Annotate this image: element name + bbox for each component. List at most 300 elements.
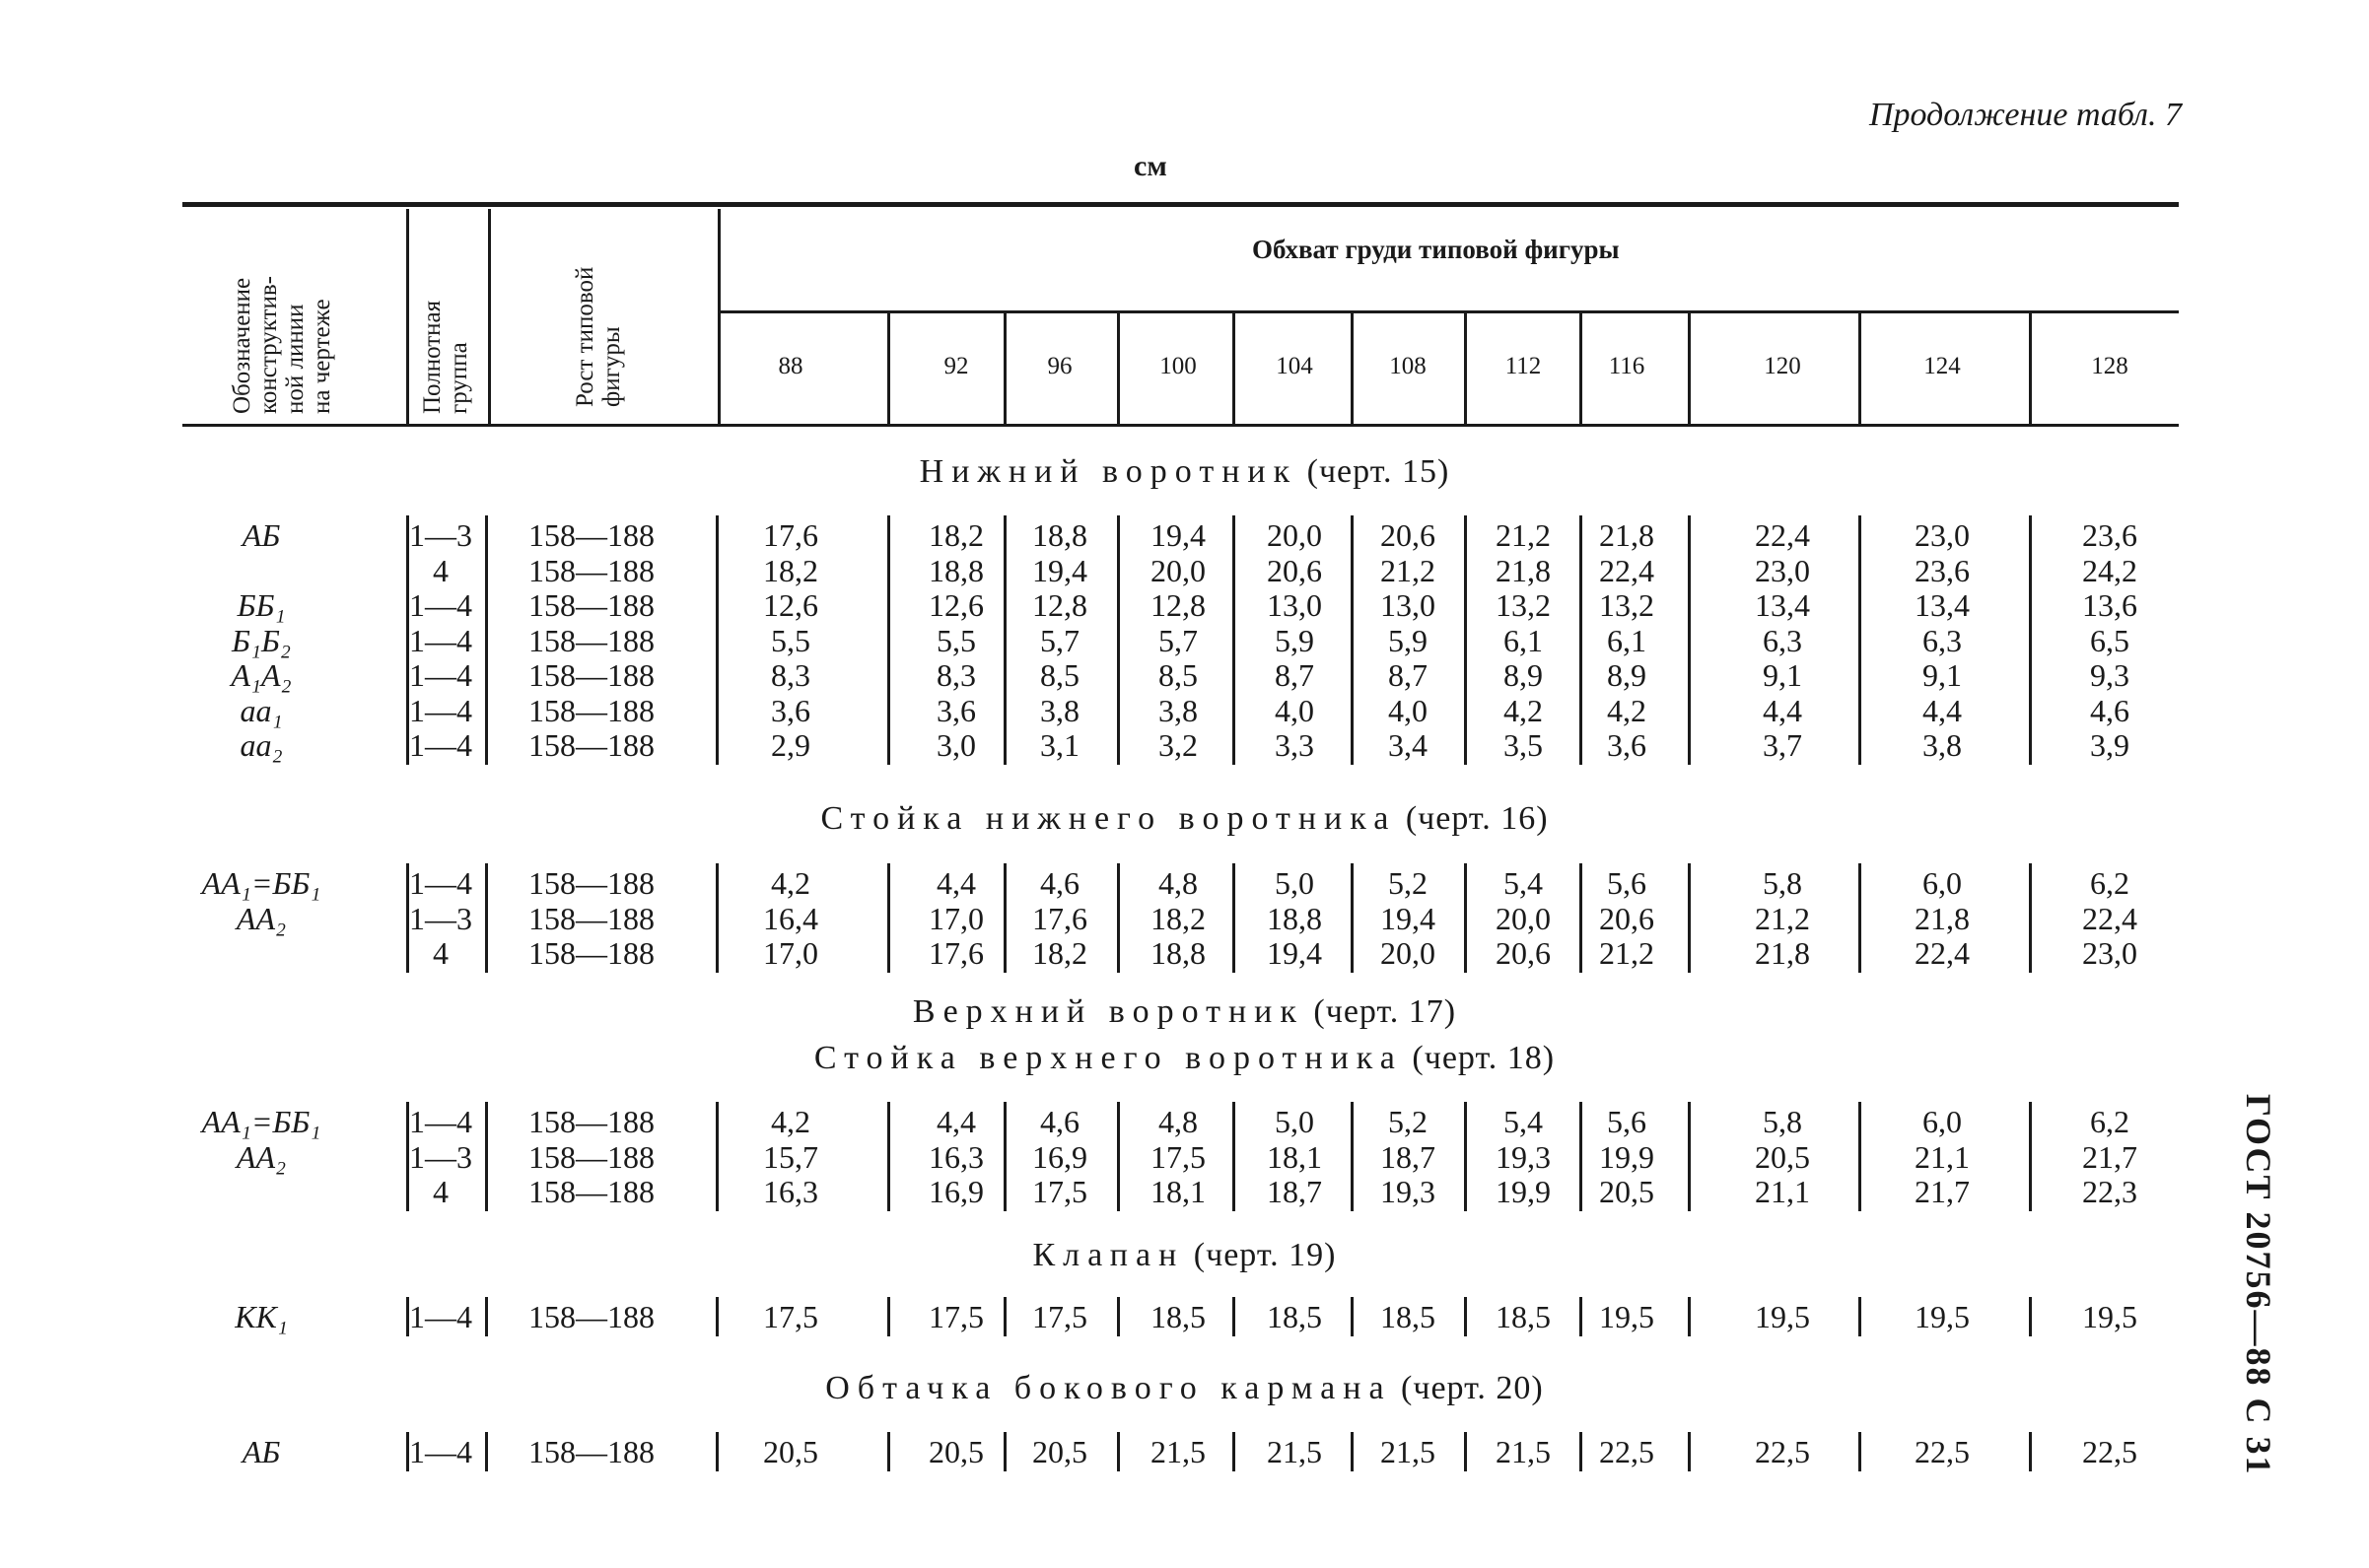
row-divider bbox=[1117, 1102, 1120, 1211]
row-label: КК₁ bbox=[235, 1299, 288, 1334]
row-value: 19,4 bbox=[1267, 935, 1322, 971]
row-value: 8,3 bbox=[937, 657, 976, 693]
continuation-label: Продолжение табл. 7 bbox=[1868, 97, 2182, 133]
row-divider bbox=[2029, 1297, 2032, 1336]
row-label: АА₁=ББ₁ bbox=[201, 865, 321, 901]
row-value: 21,8 bbox=[1755, 935, 1810, 971]
row-value: 5,2 bbox=[1388, 865, 1428, 901]
row-value: 21,5 bbox=[1496, 1434, 1551, 1469]
row-value: 19,4 bbox=[1150, 517, 1206, 553]
girth-column-header: 92 bbox=[943, 353, 969, 379]
section-title bbox=[0, 1370, 2369, 1407]
row-value: 18,2 bbox=[1150, 900, 1206, 936]
row-value: 8,3 bbox=[771, 657, 810, 693]
row-value: 3,8 bbox=[1922, 727, 1962, 763]
row-value: 19,5 bbox=[2082, 1299, 2137, 1334]
girth-column-header: 100 bbox=[1159, 353, 1197, 379]
row-value: 5,8 bbox=[1763, 865, 1802, 901]
girth-header-divider bbox=[1464, 313, 1467, 424]
row-divider bbox=[1232, 1432, 1235, 1471]
row-divider bbox=[485, 1432, 488, 1471]
row-value: 6,2 bbox=[2090, 865, 2129, 901]
row-value: 3,5 bbox=[1503, 727, 1543, 763]
row-value: 4,4 bbox=[1763, 692, 1802, 728]
row-value: 9,1 bbox=[1922, 657, 1962, 693]
section-title-ref: (черт. 20) bbox=[1401, 1370, 1544, 1406]
table-row bbox=[0, 587, 2369, 623]
row-value: 21,1 bbox=[1915, 1138, 1970, 1175]
row-divider bbox=[406, 1102, 409, 1211]
header-divider bbox=[406, 209, 409, 424]
row-value: 18,8 bbox=[1032, 517, 1087, 553]
row-label: аа₂ bbox=[240, 727, 283, 763]
row-value: 21,8 bbox=[1496, 552, 1551, 588]
row-value: 4,6 bbox=[1040, 865, 1080, 901]
row-value: 9,3 bbox=[2090, 657, 2129, 693]
row-value: 3,1 bbox=[1040, 727, 1080, 763]
row-value: 5,9 bbox=[1388, 622, 1428, 658]
row-value: 5,5 bbox=[771, 622, 810, 658]
row-value: 3,3 bbox=[1275, 727, 1314, 763]
row-divider bbox=[1004, 1297, 1007, 1336]
row-value: 22,5 bbox=[1599, 1434, 1654, 1469]
header-divider bbox=[718, 209, 721, 424]
row-height: 158—188 bbox=[528, 622, 655, 658]
section-title-name: Стойка нижнего воротника bbox=[820, 800, 1397, 837]
row-divider bbox=[2029, 515, 2032, 765]
row-divider bbox=[406, 1432, 409, 1471]
row-value: 18,1 bbox=[1150, 1174, 1206, 1209]
row-divider bbox=[887, 863, 890, 973]
row-value: 5,0 bbox=[1275, 865, 1314, 901]
row-divider bbox=[1004, 863, 1007, 973]
header-bottom-rule bbox=[182, 424, 2179, 427]
section-title-ref: (черт. 17) bbox=[1313, 993, 1457, 1030]
row-value: 23,6 bbox=[2082, 517, 2137, 553]
row-value: 12,6 bbox=[929, 587, 984, 623]
header-sub-rule bbox=[718, 310, 2179, 313]
row-value: 3,4 bbox=[1388, 727, 1428, 763]
section-title bbox=[0, 1237, 2369, 1274]
row-value: 18,8 bbox=[1150, 935, 1206, 971]
row-label: А₁А₂ bbox=[231, 657, 292, 693]
row-value: 4,8 bbox=[1158, 1104, 1198, 1139]
row-value: 4,8 bbox=[1158, 865, 1198, 901]
row-group: 1—4 bbox=[409, 657, 472, 693]
row-divider bbox=[716, 1432, 719, 1471]
row-divider bbox=[1464, 863, 1467, 973]
row-divider bbox=[1858, 1432, 1861, 1471]
row-value: 13,4 bbox=[1915, 587, 1970, 623]
row-value: 18,8 bbox=[929, 552, 984, 588]
row-divider bbox=[1117, 1297, 1120, 1336]
row-divider bbox=[1579, 1432, 1582, 1471]
row-value: 18,7 bbox=[1380, 1138, 1435, 1175]
row-value: 22,5 bbox=[1915, 1434, 1970, 1469]
section-title bbox=[0, 993, 2369, 1031]
girth-column-header: 112 bbox=[1504, 353, 1542, 379]
row-value: 20,5 bbox=[1599, 1174, 1654, 1209]
row-value: 23,0 bbox=[2082, 935, 2137, 971]
row-height: 158—188 bbox=[528, 517, 655, 553]
row-value: 19,9 bbox=[1599, 1138, 1654, 1175]
table-row bbox=[0, 517, 2369, 553]
row-height: 158—188 bbox=[528, 865, 655, 901]
row-divider bbox=[1579, 1102, 1582, 1211]
row-value: 15,7 bbox=[763, 1138, 818, 1175]
row-value: 22,4 bbox=[2082, 900, 2137, 936]
row-divider bbox=[2029, 1432, 2032, 1471]
table-row bbox=[0, 1299, 2369, 1334]
row-value: 13,0 bbox=[1267, 587, 1322, 623]
row-value: 18,2 bbox=[929, 517, 984, 553]
row-value: 21,7 bbox=[2082, 1138, 2137, 1175]
row-value: 4,2 bbox=[771, 1104, 810, 1139]
row-value: 20,6 bbox=[1267, 552, 1322, 588]
section-subtitle-ref: (черт. 18) bbox=[1412, 1040, 1556, 1076]
row-value: 18,5 bbox=[1380, 1299, 1435, 1334]
row-group: 1—4 bbox=[409, 865, 472, 901]
row-value: 3,8 bbox=[1158, 692, 1198, 728]
row-value: 18,2 bbox=[1032, 935, 1087, 971]
table-row bbox=[0, 1139, 2369, 1175]
row-value: 6,0 bbox=[1922, 865, 1962, 901]
row-value: 8,7 bbox=[1275, 657, 1314, 693]
row-divider bbox=[1579, 515, 1582, 765]
row-group: 1—4 bbox=[409, 1104, 472, 1139]
row-value: 13,0 bbox=[1380, 587, 1435, 623]
girth-header-divider bbox=[1688, 313, 1691, 424]
row-divider bbox=[2029, 1102, 2032, 1211]
section-subtitle-name: Стойка верхнего воротника bbox=[813, 1040, 1403, 1076]
row-group: 1—4 bbox=[409, 1434, 472, 1469]
row-value: 18,5 bbox=[1150, 1299, 1206, 1334]
row-label: Б₁Б₂ bbox=[232, 622, 291, 658]
row-value: 18,1 bbox=[1267, 1138, 1322, 1175]
table-row bbox=[0, 865, 2369, 901]
row-divider bbox=[716, 863, 719, 973]
row-divider bbox=[1464, 515, 1467, 765]
row-value: 21,5 bbox=[1150, 1434, 1206, 1469]
row-value: 21,8 bbox=[1915, 900, 1970, 936]
section-title bbox=[0, 800, 2369, 838]
row-divider bbox=[1004, 515, 1007, 765]
row-label: АБ bbox=[242, 1434, 281, 1469]
row-divider bbox=[1351, 515, 1354, 765]
row-value: 5,6 bbox=[1607, 1104, 1646, 1139]
table-row bbox=[0, 901, 2369, 936]
girth-header-divider bbox=[1004, 313, 1007, 424]
row-value: 20,5 bbox=[929, 1434, 984, 1469]
row-value: 13,4 bbox=[1755, 587, 1810, 623]
table-row bbox=[0, 693, 2369, 728]
row-value: 20,0 bbox=[1267, 517, 1322, 553]
row-value: 4,2 bbox=[1607, 692, 1646, 728]
row-divider bbox=[716, 1102, 719, 1211]
girth-header-divider bbox=[1351, 313, 1354, 424]
row-value: 21,8 bbox=[1599, 517, 1654, 553]
row-value: 6,0 bbox=[1922, 1104, 1962, 1139]
row-value: 19,5 bbox=[1915, 1299, 1970, 1334]
row-value: 23,6 bbox=[1915, 552, 1970, 588]
row-value: 5,6 bbox=[1607, 865, 1646, 901]
table-row bbox=[0, 623, 2369, 658]
row-value: 4,6 bbox=[2090, 692, 2129, 728]
row-value: 4,2 bbox=[1503, 692, 1543, 728]
row-value: 19,5 bbox=[1599, 1299, 1654, 1334]
row-value: 18,5 bbox=[1267, 1299, 1322, 1334]
row-divider bbox=[1004, 1432, 1007, 1471]
row-value: 20,0 bbox=[1380, 935, 1435, 971]
row-divider bbox=[1351, 1432, 1354, 1471]
row-divider bbox=[1117, 863, 1120, 973]
row-value: 22,5 bbox=[1755, 1434, 1810, 1469]
row-value: 17,6 bbox=[929, 935, 984, 971]
row-group: 1—4 bbox=[409, 1299, 472, 1334]
row-value: 4,0 bbox=[1275, 692, 1314, 728]
girth-column-header: 108 bbox=[1389, 353, 1427, 379]
row-value: 9,1 bbox=[1763, 657, 1802, 693]
row-value: 21,2 bbox=[1380, 552, 1435, 588]
row-divider bbox=[1464, 1102, 1467, 1211]
row-group: 1—3 bbox=[409, 900, 472, 936]
row-divider bbox=[887, 1432, 890, 1471]
row-group: 1—4 bbox=[409, 727, 472, 763]
row-divider bbox=[406, 515, 409, 765]
row-value: 24,2 bbox=[2082, 552, 2137, 588]
row-divider bbox=[406, 863, 409, 973]
girth-header-divider bbox=[1579, 313, 1582, 424]
row-label: аа₁ bbox=[240, 692, 283, 728]
row-value: 3,8 bbox=[1040, 692, 1080, 728]
girth-header-divider bbox=[1117, 313, 1120, 424]
row-label: АА₁=ББ₁ bbox=[201, 1104, 321, 1139]
row-height: 158—188 bbox=[528, 935, 655, 971]
row-group: 1—4 bbox=[409, 692, 472, 728]
table-row bbox=[0, 1174, 2369, 1209]
row-value: 19,3 bbox=[1380, 1174, 1435, 1209]
girth-header-divider bbox=[1858, 313, 1861, 424]
row-value: 3,6 bbox=[1607, 727, 1646, 763]
row-value: 5,4 bbox=[1503, 865, 1543, 901]
row-value: 20,5 bbox=[1755, 1138, 1810, 1175]
section-title-ref: (черт. 15) bbox=[1306, 453, 1450, 490]
row-value: 17,6 bbox=[1032, 900, 1087, 936]
row-value: 16,9 bbox=[1032, 1138, 1087, 1175]
row-divider bbox=[1858, 1102, 1861, 1211]
row-value: 5,2 bbox=[1388, 1104, 1428, 1139]
row-value: 8,5 bbox=[1158, 657, 1198, 693]
row-value: 19,4 bbox=[1380, 900, 1435, 936]
row-value: 6,1 bbox=[1503, 622, 1543, 658]
row-value: 6,2 bbox=[2090, 1104, 2129, 1139]
table-row bbox=[0, 935, 2369, 971]
row-value: 23,0 bbox=[1915, 517, 1970, 553]
header-fullness-group: Полнотная группа bbox=[419, 300, 472, 414]
table-row bbox=[0, 657, 2369, 693]
row-value: 5,5 bbox=[937, 622, 976, 658]
row-group: 4 bbox=[433, 935, 449, 971]
row-value: 6,3 bbox=[1763, 622, 1802, 658]
row-divider bbox=[485, 863, 488, 973]
row-divider bbox=[1688, 863, 1691, 973]
row-value: 5,7 bbox=[1158, 622, 1198, 658]
row-value: 13,2 bbox=[1496, 587, 1551, 623]
row-height: 158—188 bbox=[528, 657, 655, 693]
row-value: 12,8 bbox=[1032, 587, 1087, 623]
row-value: 21,5 bbox=[1267, 1434, 1322, 1469]
table-row bbox=[0, 1104, 2369, 1139]
row-divider bbox=[1232, 1297, 1235, 1336]
row-divider bbox=[1351, 1102, 1354, 1211]
gost-code: ГОСТ 20756—88 С 31 bbox=[2239, 1094, 2278, 1476]
girth-header-divider bbox=[1232, 313, 1235, 424]
row-value: 20,0 bbox=[1150, 552, 1206, 588]
row-value: 8,5 bbox=[1040, 657, 1080, 693]
row-height: 158—188 bbox=[528, 587, 655, 623]
row-divider bbox=[1579, 863, 1582, 973]
row-height: 158—188 bbox=[528, 1434, 655, 1469]
row-divider bbox=[1232, 515, 1235, 765]
row-group: 1—4 bbox=[409, 587, 472, 623]
row-divider bbox=[485, 1102, 488, 1211]
section-title-ref: (черт. 19) bbox=[1193, 1237, 1337, 1273]
row-value: 20,5 bbox=[1032, 1434, 1087, 1469]
row-value: 3,2 bbox=[1158, 727, 1198, 763]
row-value: 16,9 bbox=[929, 1174, 984, 1209]
row-value: 4,4 bbox=[937, 865, 976, 901]
row-divider bbox=[1579, 1297, 1582, 1336]
row-value: 8,9 bbox=[1503, 657, 1543, 693]
row-value: 21,2 bbox=[1496, 517, 1551, 553]
row-value: 21,2 bbox=[1755, 900, 1810, 936]
row-label: АА₂ bbox=[236, 900, 287, 936]
row-value: 19,9 bbox=[1496, 1174, 1551, 1209]
row-height: 158—188 bbox=[528, 1174, 655, 1209]
row-value: 4,2 bbox=[771, 865, 810, 901]
row-value: 4,0 bbox=[1388, 692, 1428, 728]
section-title-ref: (черт. 16) bbox=[1405, 800, 1549, 837]
row-divider bbox=[1688, 515, 1691, 765]
girth-header-divider bbox=[2029, 313, 2032, 424]
row-height: 158—188 bbox=[528, 900, 655, 936]
row-divider bbox=[1688, 1432, 1691, 1471]
section-subtitle bbox=[0, 1040, 2369, 1077]
row-divider bbox=[716, 515, 719, 765]
row-value: 4,4 bbox=[937, 1104, 976, 1139]
row-divider bbox=[485, 1297, 488, 1336]
row-value: 13,2 bbox=[1599, 587, 1654, 623]
row-divider bbox=[485, 515, 488, 765]
row-value: 21,2 bbox=[1599, 935, 1654, 971]
row-value: 16,4 bbox=[763, 900, 818, 936]
girth-column-header: 104 bbox=[1276, 353, 1313, 379]
row-value: 22,5 bbox=[2082, 1434, 2137, 1469]
table-row bbox=[0, 1434, 2369, 1469]
top-rule bbox=[182, 202, 2179, 207]
row-value: 13,6 bbox=[2082, 587, 2137, 623]
row-value: 17,5 bbox=[1032, 1299, 1087, 1334]
row-value: 8,7 bbox=[1388, 657, 1428, 693]
row-value: 3,7 bbox=[1763, 727, 1802, 763]
row-value: 16,3 bbox=[929, 1138, 984, 1175]
row-group: 4 bbox=[433, 1174, 449, 1209]
girth-column-header: 116 bbox=[1608, 353, 1645, 379]
row-value: 5,7 bbox=[1040, 622, 1080, 658]
girth-column-header: 96 bbox=[1047, 353, 1073, 379]
table-row bbox=[0, 553, 2369, 588]
row-value: 17,5 bbox=[763, 1299, 818, 1334]
row-divider bbox=[1232, 863, 1235, 973]
row-label: АБ bbox=[242, 517, 281, 553]
unit-label: см bbox=[1134, 150, 1167, 182]
row-value: 21,7 bbox=[1915, 1174, 1970, 1209]
section-title bbox=[0, 453, 2369, 491]
row-value: 18,5 bbox=[1496, 1299, 1551, 1334]
row-value: 22,3 bbox=[2082, 1174, 2137, 1209]
row-height: 158—188 bbox=[528, 552, 655, 588]
row-value: 5,9 bbox=[1275, 622, 1314, 658]
row-value: 5,8 bbox=[1763, 1104, 1802, 1139]
row-label: ББ₁ bbox=[237, 587, 286, 623]
row-height: 158—188 bbox=[528, 692, 655, 728]
section-title-name: Обтачка бокового кармана bbox=[825, 1370, 1392, 1406]
row-value: 20,5 bbox=[763, 1434, 818, 1469]
row-value: 20,6 bbox=[1599, 900, 1654, 936]
row-divider bbox=[1858, 515, 1861, 765]
row-value: 4,6 bbox=[1040, 1104, 1080, 1139]
row-value: 17,0 bbox=[763, 935, 818, 971]
row-value: 17,6 bbox=[763, 517, 818, 553]
row-value: 3,9 bbox=[2090, 727, 2129, 763]
row-value: 2,9 bbox=[771, 727, 810, 763]
row-value: 18,8 bbox=[1267, 900, 1322, 936]
row-divider bbox=[1464, 1297, 1467, 1336]
row-divider bbox=[887, 1297, 890, 1336]
row-value: 5,4 bbox=[1503, 1104, 1543, 1139]
row-value: 12,6 bbox=[763, 587, 818, 623]
row-divider bbox=[406, 1297, 409, 1336]
girth-column-header: 120 bbox=[1764, 353, 1801, 379]
row-value: 19,5 bbox=[1755, 1299, 1810, 1334]
row-height: 158—188 bbox=[528, 1104, 655, 1139]
row-value: 20,6 bbox=[1380, 517, 1435, 553]
row-value: 21,1 bbox=[1755, 1174, 1810, 1209]
row-value: 20,6 bbox=[1496, 935, 1551, 971]
row-value: 17,0 bbox=[929, 900, 984, 936]
row-value: 19,4 bbox=[1032, 552, 1087, 588]
row-divider bbox=[1117, 1432, 1120, 1471]
row-value: 18,7 bbox=[1267, 1174, 1322, 1209]
row-value: 6,5 bbox=[2090, 622, 2129, 658]
row-value: 3,6 bbox=[771, 692, 810, 728]
row-divider bbox=[1117, 515, 1120, 765]
row-divider bbox=[1004, 1102, 1007, 1211]
row-group: 1—3 bbox=[409, 517, 472, 553]
row-value: 17,5 bbox=[929, 1299, 984, 1334]
row-divider bbox=[1232, 1102, 1235, 1211]
header-chest-girth: Обхват груди типовой фигуры bbox=[1252, 235, 1620, 264]
header-divider bbox=[488, 209, 491, 424]
row-divider bbox=[887, 515, 890, 765]
header-line-designation: Обозначение конструктив- ной линии на чертеже bbox=[229, 275, 335, 414]
girth-column-header: 88 bbox=[778, 353, 803, 379]
row-value: 18,2 bbox=[763, 552, 818, 588]
row-divider bbox=[1464, 1432, 1467, 1471]
row-value: 17,5 bbox=[1032, 1174, 1087, 1209]
row-divider bbox=[1351, 1297, 1354, 1336]
row-height: 158—188 bbox=[528, 1299, 655, 1334]
